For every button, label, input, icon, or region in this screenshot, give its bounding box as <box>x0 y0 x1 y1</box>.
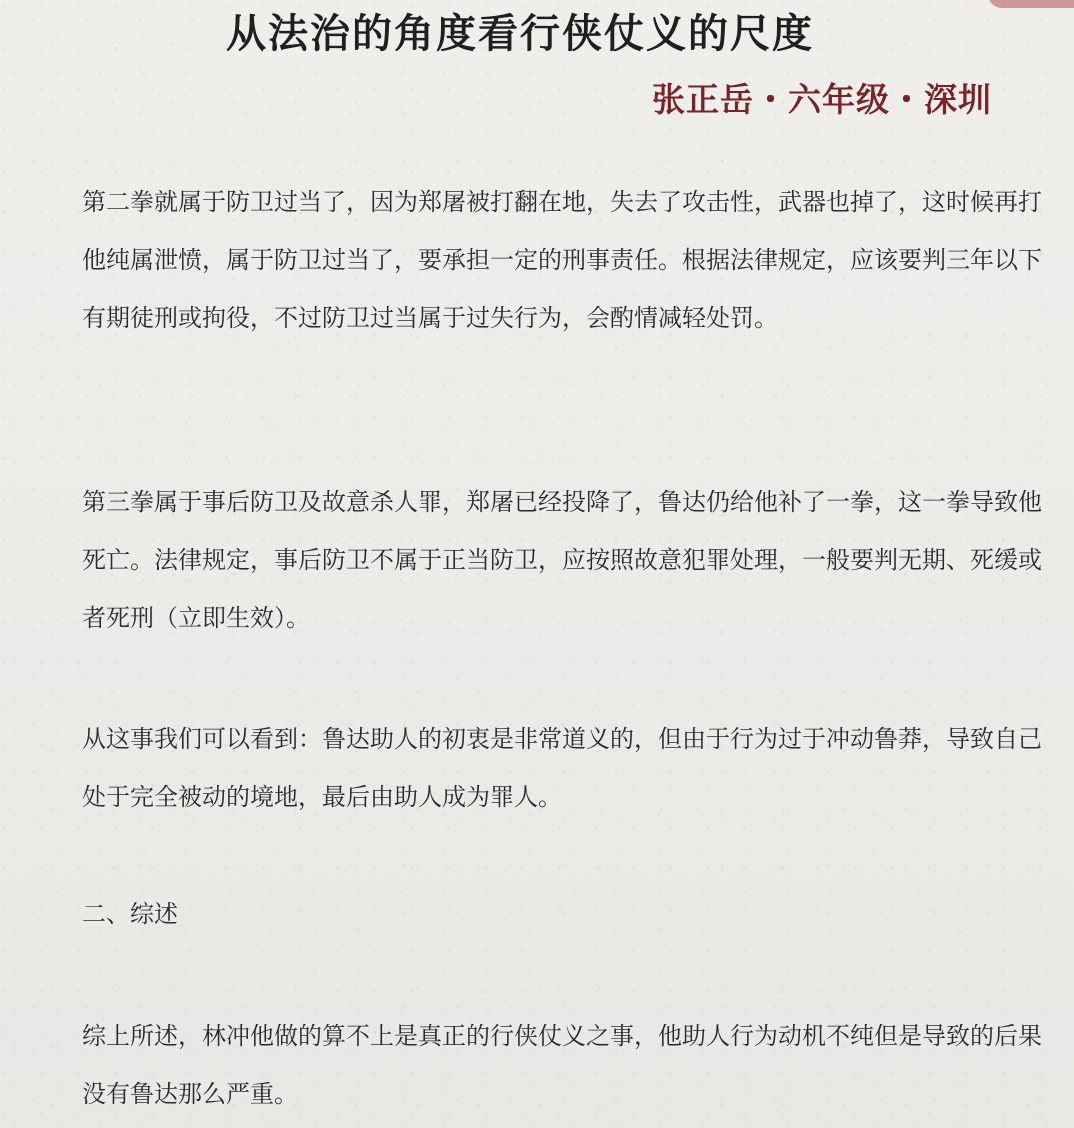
corner-decoration <box>988 0 1074 8</box>
paragraph-3: 从这事我们可以看到：鲁达助人的初衷是非常道义的，但由于行为过于冲动鲁莽，导致自己处于完全被动的境地，最后由助人成为罪人。 <box>82 725 1042 811</box>
paragraph-1: 第二拳就属于防卫过当了，因为郑屠被打翻在地，失去了攻击性，武器也掉了，这时候再打他纯属泄愤，属于防卫过当了，要承担一定的刑事责任。根据法律规定，应该要判三年以下有期徒刑或拘役，不过防卫过当属于过失行为，会酌情减轻处罚。 <box>82 188 1042 332</box>
section-heading: 二、综述 <box>82 900 178 928</box>
summary-paragraph: 综上所述，林冲他做的算不上是真正的行侠仗义之事，他助人行为动机不纯但是导致的后果没有鲁达那么严重。 <box>82 1022 1042 1108</box>
author-line: 张正岳・六年级・深圳 <box>652 80 992 119</box>
paragraph-2: 第三拳属于事后防卫及故意杀人罪，郑屠已经投降了，鲁达仍给他补了一拳，这一拳导致他死亡。法律规定，事后防卫不属于正当防卫，应按照故意犯罪处理，一般要判无期、死缓或者死刑（立即生效）。 <box>82 488 1042 632</box>
page-title: 从法治的角度看行侠仗义的尺度 <box>226 10 814 57</box>
